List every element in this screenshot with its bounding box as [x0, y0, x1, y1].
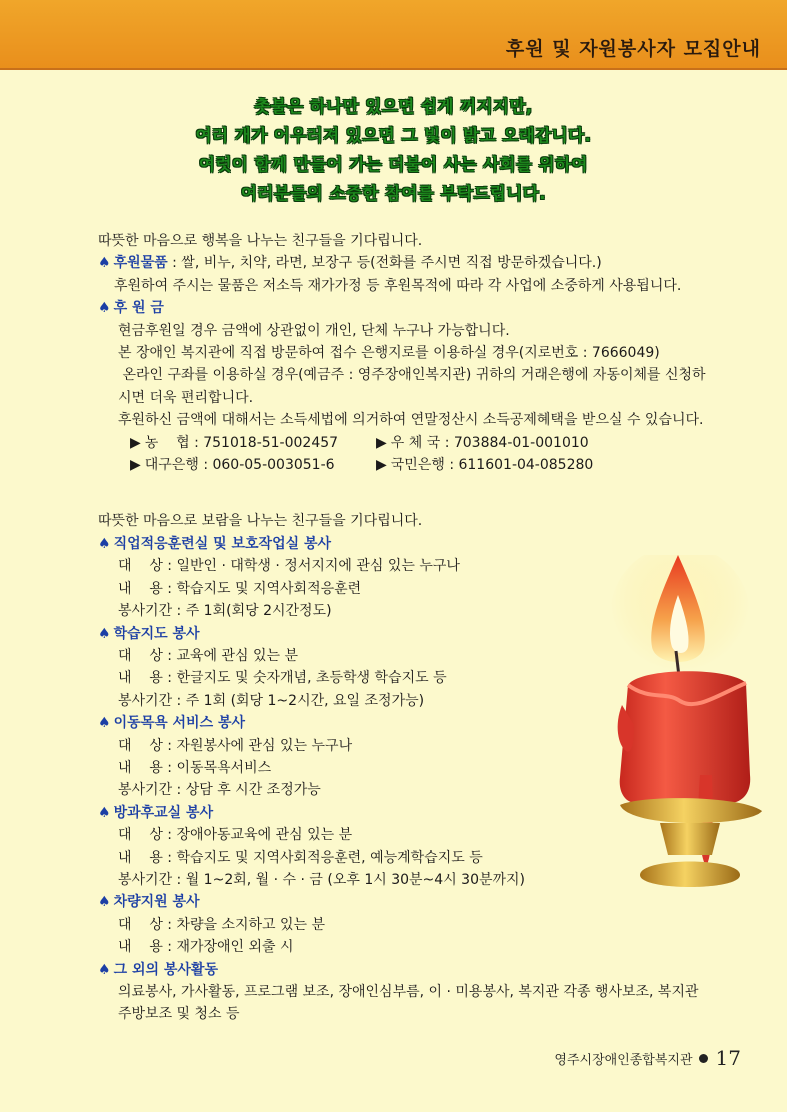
money-heading: 후 원 금	[113, 300, 164, 317]
section-line: 봉사기간 : 주 1회(회당 2시간정도)	[118, 603, 332, 620]
section-title: ♠ 차량지원 봉사	[98, 894, 200, 911]
goods-item	[98, 252, 708, 274]
money-line: 현금후원일 경우 금액에 상관없이 개인, 단체 누구나 가능합니다.	[118, 322, 510, 339]
section-line: 의료봉사, 가사활동, 프로그램 보조, 장애인심부름, 이 · 미용봉사, 복지관 각종 행사보조, 복지관	[118, 984, 699, 1000]
header-band	[0, 0, 787, 70]
triangle-right-icon: ▶	[376, 457, 387, 474]
section-title: ♠ 이동목욕 서비스 봉사	[98, 715, 246, 732]
bank-row	[130, 432, 708, 454]
bank-account: ▶ 국민은행 : 611601-04-085280	[376, 454, 593, 476]
spade-icon: ♠	[98, 300, 111, 317]
triangle-right-icon: ▶	[130, 457, 141, 474]
section-title: ♠ 학습지도 봉사	[98, 625, 200, 642]
bullet-dot-icon	[699, 1054, 708, 1063]
page-number: 17	[715, 1046, 741, 1070]
section-line: 봉사기간 : 월 1~2회, 월 · 수 · 금 (오후 1시 30분~4시 30분까지)	[118, 871, 526, 888]
goods-desc: : 쌀, 비누, 치약, 라면, 보장구 등(전화를 주시면 직접 방문하겠습니다.)	[167, 255, 602, 272]
section-line: 대 상 : 일반인 · 대학생 · 정서지지에 관심 있는 누구나	[118, 558, 460, 575]
spade-icon: ♠	[98, 961, 111, 978]
bank-account: ▶ 대구은행 : 060-05-003051-6	[130, 454, 376, 476]
spade-icon: ♠	[98, 804, 111, 821]
money-line: 본 장애인 복지관에 직접 방문하여 접수 은행지로를 이용하실 경우(지로번호 : 7666049)	[118, 345, 660, 362]
money-line: 시면 더욱 편리합니다.	[118, 389, 254, 406]
footer	[554, 1046, 741, 1070]
section-title: ♠ 방과후교실 봉사	[98, 804, 214, 821]
section-title: ♠ 직업적응훈련실 및 보호작업실 봉사	[98, 535, 332, 552]
slogan	[0, 92, 787, 208]
page-title: 후원 및 자원봉사자 모집안내	[505, 38, 761, 60]
section-line: 봉사기간 : 주 1회 (회당 1~2시간, 요일 조정가능)	[118, 692, 425, 709]
section-line: 내 용 : 학습지도 및 지역사회적응훈련	[118, 580, 362, 597]
slogan-line: 여러분들의 소중한 참여를 부탁드립니다.	[241, 184, 546, 203]
donation-intro: 따뜻한 마음으로 행복을 나누는 친구들을 기다립니다.	[98, 233, 423, 249]
section-line: 대 상 : 교육에 관심 있는 분	[118, 647, 299, 664]
section-line: 대 상 : 차량을 소지하고 있는 분	[118, 916, 326, 933]
slogan-line: 여러 개가 어우러져 있으면 그 빛이 밝고 오래갑니다.	[195, 126, 592, 145]
section-line: 주방보조 및 청소 등	[118, 1006, 240, 1023]
spade-icon: ♠	[98, 715, 111, 732]
bank-account: ▶ 우 체 국 : 703884-01-001010	[376, 432, 589, 454]
section-line: 내 용 : 한글지도 및 숫자개념, 초등학생 학습지도 등	[118, 670, 447, 687]
money-line: 온라인 구좌를 이용하실 경우(예금주 : 영주장애인복지관) 귀하의 거래은행에 자동이체를 신청하	[118, 367, 706, 384]
section-line: 봉사기간 : 상담 후 시간 조정가능	[118, 782, 321, 799]
section-line: 대 상 : 자원봉사에 관심 있는 누구나	[118, 737, 353, 754]
section-line: 대 상 : 장애아동교육에 관심 있는 분	[118, 827, 353, 844]
spade-icon: ♠	[98, 535, 111, 552]
goods-note: 후원하여 주시는 물품은 저소득 재가가정 등 후원목적에 따라 각 사업에 소중하게 사용됩니다.	[114, 277, 682, 294]
slogan-line: 촛불은 하나만 있으면 쉽게 꺼지지만,	[254, 97, 533, 116]
triangle-right-icon: ▶	[130, 434, 141, 451]
goods-heading: 후원물품	[113, 255, 168, 272]
section-title: ♠ 그 외의 봉사활동	[98, 961, 218, 978]
section-line: 내 용 : 이동목욕서비스	[118, 759, 272, 776]
bank-row	[130, 454, 708, 476]
candle-icon	[600, 555, 780, 915]
footer-org: 영주시장애인종합복지관	[554, 1052, 693, 1068]
section-line: 내 용 : 학습지도 및 지역사회적응훈련, 예능계학습지도 등	[118, 849, 483, 866]
volunteer-section	[98, 959, 708, 1026]
spade-icon: ♠	[98, 625, 111, 642]
section-line: 내 용 : 재가장애인 외출 시	[118, 939, 294, 956]
bank-account: ▶ 농 협 : 751018-51-002457	[130, 432, 376, 454]
volunteer-intro: 따뜻한 마음으로 보람을 나누는 친구들을 기다립니다.	[98, 513, 423, 530]
money-line: 후원하신 금액에 대해서는 소득세법에 의거하여 연말정산시 소득공제혜택을 받으실 수 있습니다.	[118, 412, 704, 429]
spade-icon: ♠	[98, 255, 111, 272]
spade-icon: ♠	[98, 894, 111, 911]
slogan-line: 여럿이 함께 만들어 가는 더불어 사는 사회를 위하여	[199, 155, 588, 174]
triangle-right-icon: ▶	[376, 434, 387, 451]
money-item	[98, 297, 708, 319]
